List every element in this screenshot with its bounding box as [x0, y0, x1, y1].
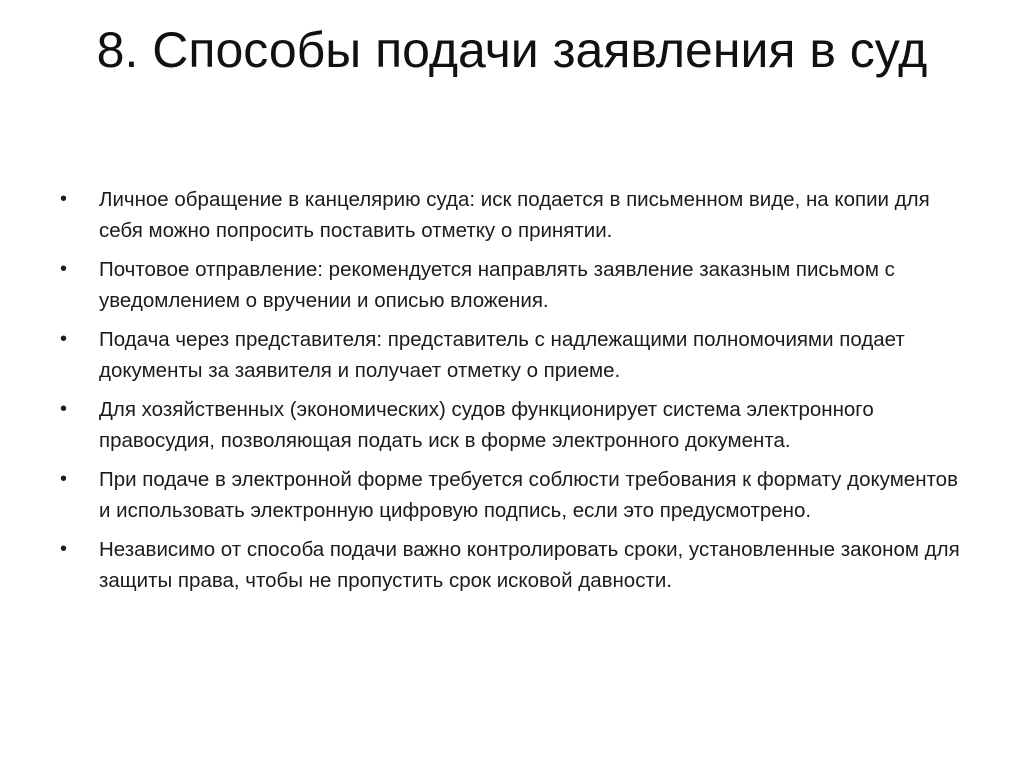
- bullet-text: Независимо от способа подачи важно контролировать сроки, установленные законом для защиты права, чтобы не пропустить срок исковой давности.: [99, 538, 960, 592]
- bullet-item: [60, 184, 960, 246]
- bullet-text: Личное обращение в канцелярию суда: иск подается в письменном виде, на копии для себя можно попросить поставить отметку о принятии.: [99, 188, 930, 242]
- bullet-text: Почтовое отправление: рекомендуется направлять заявление заказным письмом с уведомлением о вручении и описью вложения.: [99, 258, 895, 312]
- bullet-dot-icon: •: [60, 328, 68, 350]
- bullet-text: При подаче в электронной форме требуется соблюсти требования к формату документов и использовать электронную цифровую подпись, если это предусмотрено.: [99, 468, 958, 522]
- slide-title: 8. Способы подачи заявления в суд: [96, 22, 928, 78]
- bullet-dot-icon: •: [60, 258, 68, 280]
- bullet-dot-icon: •: [60, 398, 68, 420]
- bullet-text: Для хозяйственных (экономических) судов функционирует система электронного правосудия, позволяющая подать иск в форме электронного документа.: [99, 398, 874, 452]
- bullet-item: [60, 394, 960, 456]
- bullet-dot-icon: •: [60, 468, 68, 490]
- bullet-item: [60, 464, 960, 526]
- bullet-dot-icon: •: [60, 188, 68, 210]
- bullet-item: [60, 534, 960, 596]
- bullet-item: [60, 324, 960, 386]
- bullet-dot-icon: •: [60, 538, 68, 560]
- bullet-item: [60, 254, 960, 316]
- bullet-list: [60, 184, 960, 604]
- bullet-text: Подача через представителя: представитель с надлежащими полномочиями подает документы за заявителя и получает отметку о приеме.: [99, 328, 905, 382]
